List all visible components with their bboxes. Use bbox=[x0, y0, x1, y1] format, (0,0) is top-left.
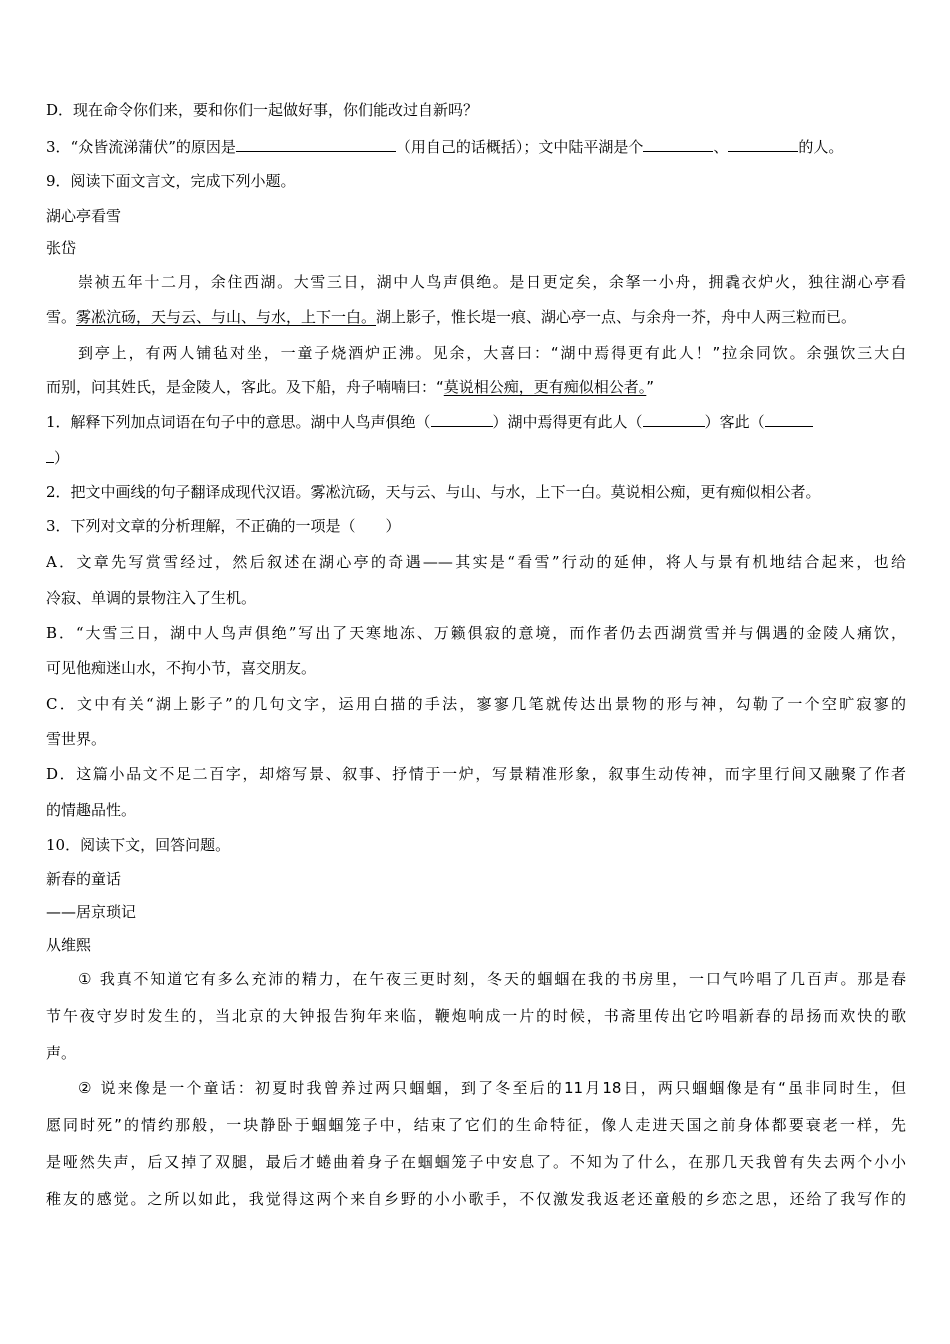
q9-passage-line bbox=[46, 307, 906, 327]
q9-intro: 9．阅读下面文言文，完成下列小题。 bbox=[46, 172, 296, 190]
q9-sub1-cont bbox=[46, 447, 906, 468]
q8-sub3 bbox=[46, 136, 906, 157]
q9-passage-line: 崇祯五年十二月，余住西湖。大雪三日，湖中人鸟声俱绝。是日更定矣，余拏一小舟，拥毳衣炉火，独往湖心亭看 bbox=[78, 273, 906, 291]
q8-option-d: D．现在命令你们来，要和你们一起做好事，你们能改过自新吗？ bbox=[46, 101, 479, 119]
q9-option-a: A．文章先写赏雪经过，然后叙述在湖心亭的奇遇——其实是“看雪”行动的延伸，将人与景有机地结合起来，也给 bbox=[46, 553, 906, 571]
q9-option-d: D．这篇小品文不足二百字，却熔写景、叙事、抒情于一炉，写景精准形象，叙事生动传神，而字里行间又融聚了作者 bbox=[46, 765, 906, 783]
q9-sub1-text-d: ） bbox=[54, 449, 70, 467]
answer-blank[interactable] bbox=[46, 447, 54, 463]
q10-title: 新春的童话 bbox=[46, 870, 122, 888]
answer-blank[interactable] bbox=[643, 411, 705, 427]
q8-sub3-text-d: 的人。 bbox=[798, 138, 844, 156]
q10-passage-line: 声。 bbox=[46, 1044, 77, 1062]
q9-sub1-text-b: ）湖中焉得更有此人（ bbox=[492, 413, 643, 431]
q9-option-c: C．文中有关“湖上影子”的几句文字，运用白描的手法，寥寥几笔就传达出景物的形与神，勾勒了一个空旷寂寥的 bbox=[46, 695, 906, 713]
q9-option-a-cont: 冷寂、单调的景物注入了生机。 bbox=[46, 589, 257, 607]
q9-passage-line: 到亭上，有两人铺毡对坐，一童子烧酒炉正沸。见余，大喜曰：“湖中焉得更有此人！”拉余同饮。余强饮三大白 bbox=[78, 344, 906, 362]
answer-blank[interactable] bbox=[728, 136, 798, 152]
answer-blank[interactable] bbox=[765, 411, 813, 427]
underlined-sentence: 雾凇沆砀，天与云、与山、与水，上下一白。 bbox=[76, 308, 377, 326]
answer-blank[interactable] bbox=[431, 411, 493, 427]
q9-passage-text: 而别，问其姓氏，是金陵人，客此。及下船，舟子喃喃曰：“ bbox=[46, 378, 444, 396]
q9-sub3: 3．下列对文章的分析理解，不正确的一项是（ ） bbox=[46, 517, 401, 535]
underlined-sentence: 莫说相公痴，更有痴似相公者。 bbox=[443, 378, 647, 396]
q8-sub3-text-a: 3．“众皆流涕蒲伏”的原因是 bbox=[46, 138, 236, 156]
q9-option-b: B．“大雪三日，湖中人鸟声俱绝”写出了天寒地冻、万籁俱寂的意境，而作者仍去西湖赏雪并与偶遇的金陵人痛饮， bbox=[46, 624, 906, 642]
q9-author: 张岱 bbox=[46, 239, 77, 257]
q10-passage-line: 节午夜守岁时发生的，当北京的大钟报告狗年来临，鞭炮响成一片的时候，书斋里传出它吟唱新春的昂扬而欢快的歌 bbox=[46, 1007, 906, 1025]
q9-passage-text: 湖上影子，惟长堤一痕、湖心亭一点、与余舟一芥，舟中人两三粒而已。 bbox=[376, 308, 857, 326]
answer-blank[interactable] bbox=[236, 136, 396, 152]
q10-author: 从维熙 bbox=[46, 936, 92, 954]
q10-passage-line: 稚友的感觉。之所以如此，我觉得这两个来自乡野的小小歌手，不仅激发我返老还童般的乡恋之思，还给了我写作的 bbox=[46, 1190, 906, 1208]
q9-sub1-text-a: 1．解释下列加点词语在句子中的意思。湖中人鸟声俱绝（ bbox=[46, 413, 431, 431]
q10-passage-line: ② 说来像是一个童话：初夏时我曾养过两只蝈蝈，到了冬至后的11月18日，两只蝈蝈像是有“虽非同时生，但 bbox=[78, 1079, 906, 1097]
q9-passage-text: ” bbox=[646, 378, 655, 396]
answer-blank[interactable] bbox=[643, 136, 713, 152]
q10-intro: 10．阅读下文，回答问题。 bbox=[46, 836, 231, 854]
q10-passage-line: 是哑然失声，后又掉了双腿，最后才蜷曲着身子在蝈蝈笼子中安息了。不知为了什么，在那几天我曾有失去两个小小 bbox=[46, 1153, 906, 1171]
q9-passage-line bbox=[46, 377, 906, 397]
q9-sub1-text-c: ）客此（ bbox=[704, 413, 765, 431]
q10-subtitle: ——居京琐记 bbox=[46, 903, 137, 921]
q9-option-b-cont: 可见他痴迷山水，不拘小节，喜交朋友。 bbox=[46, 659, 317, 677]
q9-title: 湖心亭看雪 bbox=[46, 207, 122, 225]
q10-passage-line: ① 我真不知道它有多么充沛的精力，在午夜三更时刻，冬天的蝈蝈在我的书房里，一口气吟唱了几百声。那是春 bbox=[78, 970, 906, 988]
q8-sub3-text-c: 、 bbox=[713, 138, 729, 156]
q8-sub3-text-b: （用自己的话概括）；文中陆平湖是个 bbox=[395, 138, 644, 156]
q9-sub1 bbox=[46, 411, 906, 432]
q9-option-c-cont: 雪世界。 bbox=[46, 730, 107, 748]
q9-option-d-cont: 的情趣品性。 bbox=[46, 801, 137, 819]
q9-passage-text: 雪。 bbox=[46, 308, 77, 326]
q9-sub2: 2．把文中画线的句子翻译成现代汉语。雾凇沆砀，天与云、与山、与水，上下一白。莫说相公痴，更有痴似相公者。 bbox=[46, 483, 821, 501]
q10-passage-line: 愿同时死”的情约那般，一块静卧于蝈蝈笼子中，结束了它们的生命特征，像人走进天国之前身体都要衰老一样，先 bbox=[46, 1116, 906, 1134]
